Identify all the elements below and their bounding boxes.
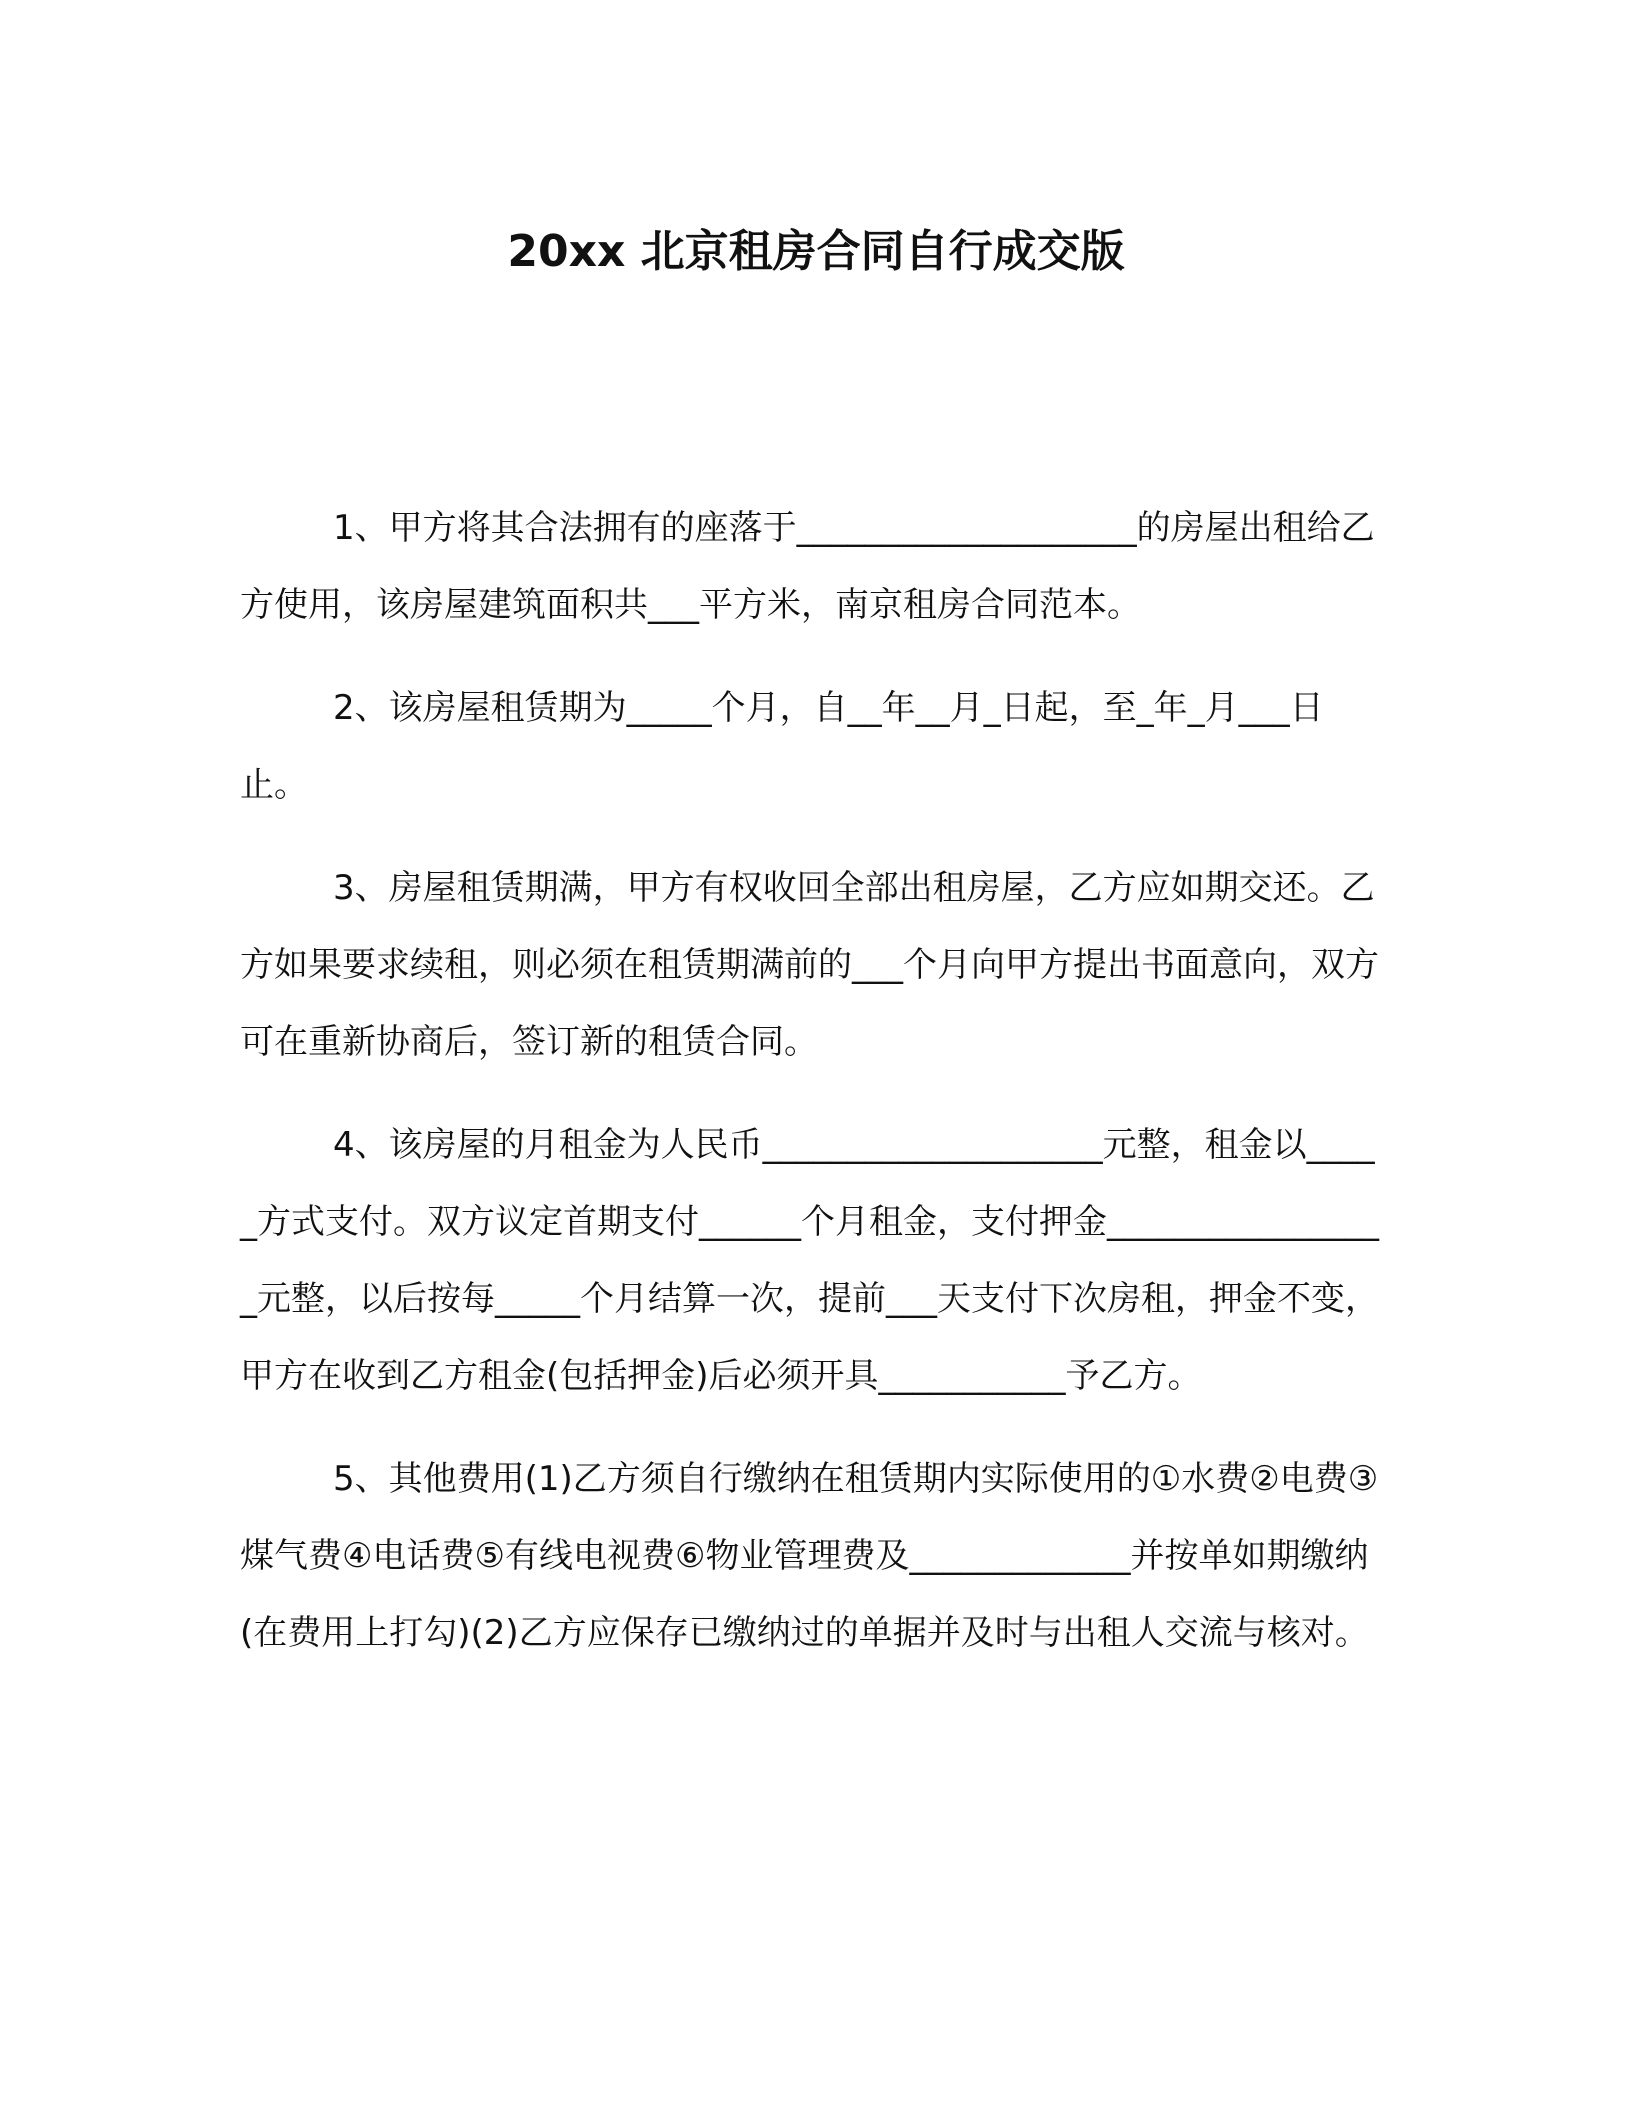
document-body bbox=[240, 490, 1390, 1698]
clause-4: 4、该房屋的月租金为人民币____________________元整，租金以_____方式支付。双方议定首期支付______个月租金，支付押金_________________元整，以后按每_____个月结算一次，提前___天支付下次房租，押金不变，甲方在收到乙方租金(包括押金)后必须开具___________予乙方。 bbox=[240, 1125, 1379, 1396]
clause-1: 1、甲方将其合法拥有的座落于____________________的房屋出租给乙方使用，该房屋建筑面积共___平方米，南京租房合同范本。 bbox=[240, 508, 1375, 625]
clause-5: 5、其他费用(1)乙方须自行缴纳在租赁期内实际使用的①水费②电费③煤气费④电话费⑤有线电视费⑥物业管理费及_____________并按单如期缴纳(在费用上打勾)(2)乙方应保存已缴纳过的单据并及时与出租人交流与核对。 bbox=[240, 1459, 1379, 1653]
clause-3: 3、房屋租赁期满，甲方有权收回全部出租房屋，乙方应如期交还。乙方如果要求续租，则必须在租赁期满前的___个月向甲方提出书面意向，双方可在重新协商后，签订新的租赁合同。 bbox=[240, 868, 1379, 1062]
clause-2: 2、该房屋租赁期为_____个月，自__年__月_日起，至_年_月___日止。 bbox=[240, 688, 1324, 805]
document-title: 20xx 北京租房合同自行成交版 bbox=[507, 226, 1125, 277]
